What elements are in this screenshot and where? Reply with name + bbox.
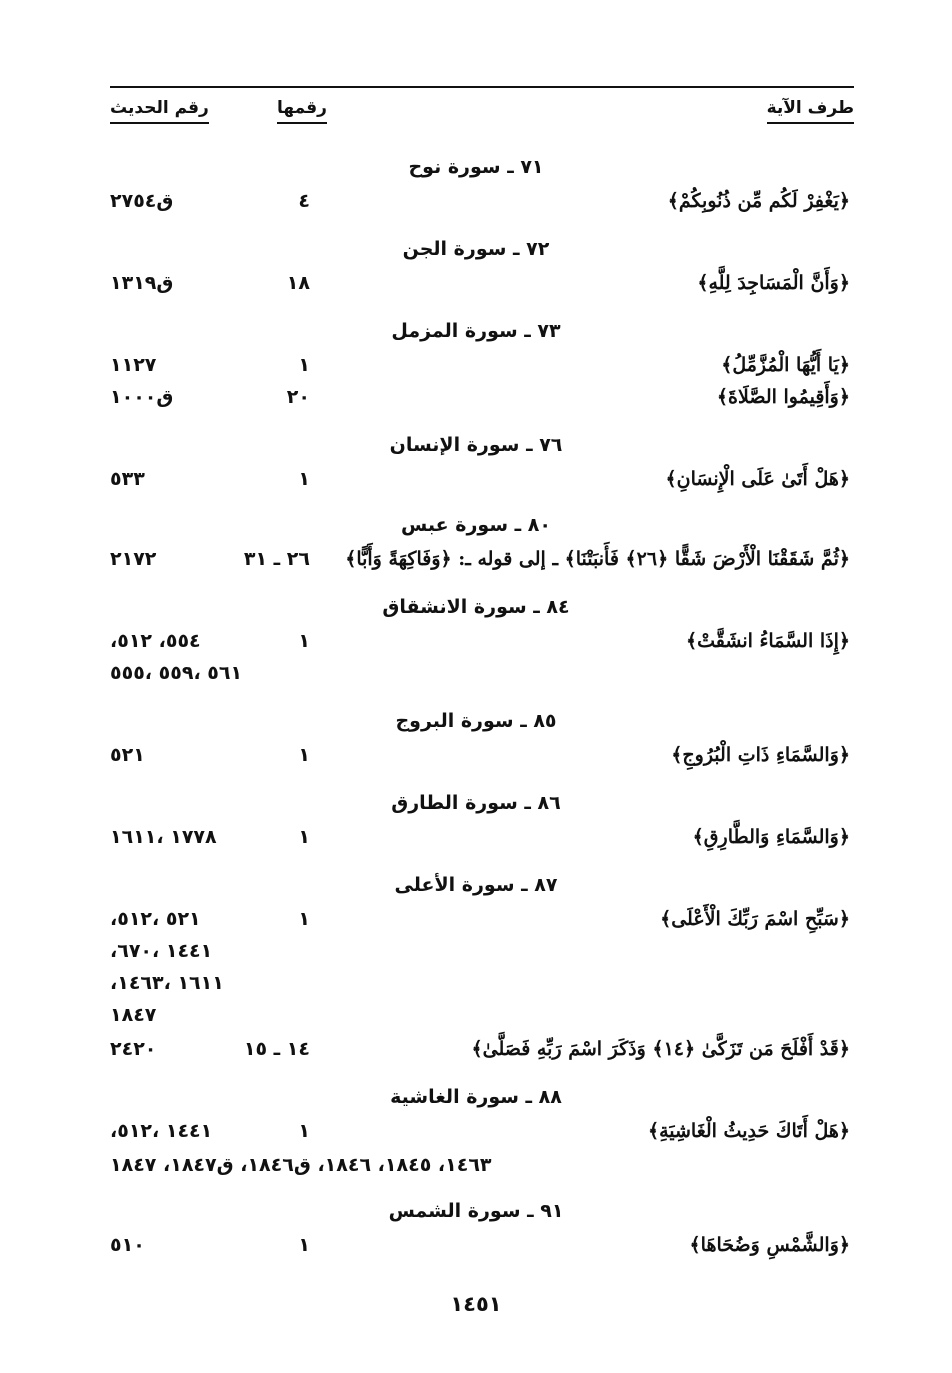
header-number: رقمها (277, 98, 327, 124)
top-rule (110, 86, 854, 88)
index-row (0, 348, 952, 382)
hadith-numbers: ١٤٤١ ،٦٧٠، (110, 940, 213, 962)
verse-fragment: ﴿يَا أَيُّهَا الْمُزَّمِّلُ﴾ (721, 354, 850, 376)
page-number: ١٤٥١ (450, 1292, 502, 1316)
verse-number: ١ (298, 908, 310, 930)
verse-number: ١ (298, 1120, 310, 1142)
verse-fragment: ﴿قَدْ أَفْلَحَ مَن تَزَكَّىٰ ﴿١٤﴾ وَذَكَرَ اسْمَ رَبِّهِ فَصَلَّىٰ﴾ (471, 1038, 850, 1060)
index-row (0, 966, 952, 1000)
index-row (0, 934, 952, 968)
hadith-numbers: ١٦١١ ،١٤٦٣، (110, 972, 224, 994)
hadith-numbers: ٥٦١ ،٥٥٩ ،٥٥٥ (110, 662, 243, 684)
verse-fragment: ﴿سَبِّحِ اسْمَ رَبِّكَ الْأَعْلَى﴾ (660, 908, 850, 930)
index-row (0, 380, 952, 414)
verse-fragment: ﴿وَالسَّمَاءِ ذَاتِ الْبُرُوجِ﴾ (671, 744, 850, 766)
surah-heading: ٨٦ ـ سورة الطارق (391, 792, 561, 814)
verse-number: ١ (298, 826, 310, 848)
surah-heading: ٧٢ ـ سورة الجن (402, 238, 550, 260)
hadith-numbers: ١٧٧٨ ،١٦١١ (110, 826, 217, 848)
verse-fragment: ﴿ثُمَّ شَقَقْنَا الْأَرْضَ شَقًّا ﴿٢٦﴾ فَأَنبَتْنَا﴾ ـ إلى قوله ـ: ﴿وَفَاكِهَةً وَأَبًّا﴾ (345, 548, 850, 570)
surah-heading: ٨٠ ـ سورة عبس (401, 514, 551, 536)
hadith-numbers: ٥٢١ (110, 744, 145, 766)
verse-fragment: ﴿هَلْ أَتَىٰ عَلَى الْإِنسَانِ﴾ (665, 468, 850, 490)
verse-number: ١ (298, 468, 310, 490)
hadith-numbers: ق٢٧٥٤ (110, 190, 174, 212)
index-row (0, 820, 952, 854)
index-row (0, 184, 952, 218)
hadith-numbers: ٥٣٣ (110, 468, 145, 490)
index-row (0, 902, 952, 936)
verse-number: ١ (298, 630, 310, 652)
hadith-numbers: ٥٥٤، ٥١٢، (110, 630, 201, 652)
verse-fragment: ﴿وَالسَّمَاءِ وَالطَّارِقِ﴾ (692, 826, 850, 848)
surah-heading: ٨٧ ـ سورة الأعلى (394, 874, 558, 896)
verse-number: ١٤ ـ ١٥ (243, 1038, 310, 1060)
index-row (0, 624, 952, 658)
index-row (0, 1032, 952, 1066)
index-row (0, 1228, 952, 1262)
surah-heading: ٨٨ ـ سورة الغاشية (390, 1086, 562, 1108)
index-row (0, 266, 952, 300)
surah-heading: ٨٤ ـ سورة الانشقاق (382, 596, 570, 618)
surah-heading: ٧١ ـ سورة نوح (408, 156, 544, 178)
verse-fragment: ﴿وَأَقِيمُوا الصَّلَاةَ﴾ (716, 386, 850, 408)
index-row (0, 998, 952, 1032)
verse-number: ١ (298, 1234, 310, 1256)
surah-heading: ٧٣ ـ سورة المزمل (391, 320, 561, 342)
surah-heading: ٨٥ ـ سورة البروج (395, 710, 557, 732)
index-row (0, 738, 952, 772)
index-row (0, 656, 952, 690)
surah-heading: ٧٦ ـ سورة الإنسان (389, 434, 563, 456)
hadith-numbers: ق١٠٠٠ (110, 386, 174, 408)
hadith-numbers: ٥١٠ (110, 1234, 145, 1256)
hadith-numbers: ق١٣١٩ (110, 272, 174, 294)
verse-fragment: ﴿وَالشَّمْسِ وَضُحَاهَا﴾ (689, 1234, 850, 1256)
index-row (0, 462, 952, 496)
header-verse: طرف الآية (767, 98, 854, 124)
header-hadith: رقم الحديث (110, 98, 209, 124)
verse-fragment: ﴿إِذَا السَّمَاءُ انشَقَّتْ﴾ (685, 630, 850, 652)
hadith-numbers: ١١٢٧ (110, 354, 157, 376)
hadith-numbers: ٢٤٢٠ (110, 1038, 157, 1060)
hadith-numbers: ١٤٦٣، ١٨٤٥، ١٨٤٦، ق١٨٤٦، ق١٨٤٧، ١٨٤٧ (110, 1154, 492, 1176)
hadith-numbers: ١٨٤٧ (110, 1004, 157, 1026)
verse-number: ٢٠ (286, 386, 310, 408)
verse-number: ٢٦ ـ ٣١ (243, 548, 310, 570)
hadith-numbers: ٢١٧٢ (110, 548, 157, 570)
verse-number: ٤ (298, 190, 310, 212)
verse-fragment: ﴿وَأَنَّ الْمَسَاجِدَ لِلَّهِ﴾ (697, 272, 850, 294)
index-row (0, 1114, 952, 1148)
verse-fragment: ﴿هَلْ أَتَاكَ حَدِيثُ الْغَاشِيَةِ﴾ (647, 1120, 850, 1142)
hadith-numbers: ١٤٤١ ،٥١٢، (110, 1120, 213, 1142)
index-row (0, 542, 952, 576)
verse-number: ١ (298, 354, 310, 376)
verse-fragment: ﴿يَغْفِرْ لَكُم مِّن ذُنُوبِكُمْ﴾ (667, 190, 850, 212)
index-row (0, 1148, 952, 1182)
hadith-numbers: ٥٢١ ،٥١٢، (110, 908, 201, 930)
verse-number: ١٨ (286, 272, 310, 294)
surah-heading: ٩١ ـ سورة الشمس (388, 1200, 564, 1222)
verse-number: ١ (298, 744, 310, 766)
